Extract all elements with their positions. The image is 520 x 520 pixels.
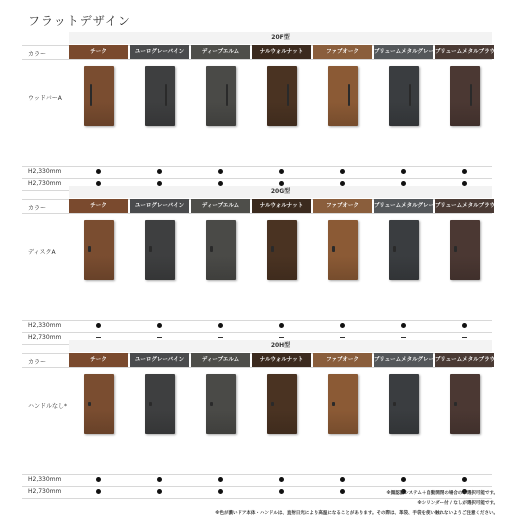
- row-divider: [22, 486, 492, 487]
- height-label: H2,730mm: [28, 334, 62, 341]
- color-label: カラー: [28, 205, 47, 212]
- handle-label: ウッドバーA: [28, 95, 62, 102]
- color-label: カラー: [28, 359, 47, 366]
- door-image: [328, 374, 358, 434]
- row-divider: [22, 367, 492, 368]
- row-divider: [22, 166, 492, 167]
- door-image: [450, 66, 480, 126]
- row-divider: [22, 213, 492, 214]
- door-lock: [393, 402, 396, 406]
- unavailable-dash: [401, 337, 406, 338]
- spec-section: [22, 186, 501, 341]
- door-knob: [271, 246, 274, 252]
- door-image: [206, 220, 236, 280]
- door-image: [84, 374, 114, 434]
- door-knob: [393, 246, 396, 252]
- height-label: H2,730mm: [28, 180, 62, 187]
- door-image: [328, 66, 358, 126]
- available-dot: [218, 477, 223, 482]
- door-lock: [271, 402, 274, 406]
- handle-label: ハンドルなし*: [28, 403, 68, 410]
- row-divider: [22, 178, 492, 179]
- door-image: [145, 220, 175, 280]
- available-dot: [340, 477, 345, 482]
- available-dot: [157, 489, 162, 494]
- row-divider: [22, 59, 492, 60]
- door-knob: [210, 246, 213, 252]
- unavailable-dash: [279, 337, 284, 338]
- color-swatch: ディープエルム: [191, 353, 250, 367]
- color-swatch: ブリュームメタルグレー: [374, 45, 433, 59]
- color-swatch: ブリュームメタルブラウン: [435, 353, 494, 367]
- unavailable-dash: [462, 337, 467, 338]
- color-swatch: ブリュームメタルグレー: [374, 353, 433, 367]
- unavailable-dash: [340, 337, 345, 338]
- available-dot: [401, 323, 406, 328]
- color-swatch: ナルウォルナット: [252, 353, 311, 367]
- door-lock: [149, 402, 152, 406]
- door-handle-bar: [287, 84, 289, 106]
- color-swatch: ユーログレーパイン: [130, 353, 189, 367]
- door-image: [84, 66, 114, 126]
- available-dot: [279, 489, 284, 494]
- handle-label: ディスクA: [28, 249, 56, 256]
- door-handle-bar: [348, 84, 350, 106]
- door-image: [267, 220, 297, 280]
- page-title: フラットデザイン: [28, 14, 131, 28]
- spec-section: [22, 32, 501, 187]
- color-swatch: ナルウォルナット: [252, 199, 311, 213]
- height-label: H2,330mm: [28, 168, 62, 175]
- door-lock: [454, 402, 457, 406]
- door-image: [206, 66, 236, 126]
- color-swatch: ユーログレーパイン: [130, 45, 189, 59]
- model-header: 20H型: [69, 340, 492, 352]
- unavailable-dash: [96, 337, 101, 338]
- door-handle-bar: [165, 84, 167, 106]
- available-dot: [401, 477, 406, 482]
- door-image: [206, 374, 236, 434]
- color-swatch: チーク: [69, 45, 128, 59]
- footnote-text: ※顔認証システム＋自動開閉の場合のみ選択可能です。: [386, 491, 498, 496]
- available-dot: [462, 477, 467, 482]
- available-dot: [279, 323, 284, 328]
- color-swatch: ユーログレーパイン: [130, 199, 189, 213]
- door-knob: [454, 246, 457, 252]
- unavailable-dash: [218, 337, 223, 338]
- door-lock: [88, 402, 91, 406]
- available-dot: [157, 169, 162, 174]
- door-lock: [210, 402, 213, 406]
- door-knob: [332, 246, 335, 252]
- available-dot: [462, 169, 467, 174]
- color-swatch: ファブオーク: [313, 353, 372, 367]
- height-label: H2,330mm: [28, 476, 62, 483]
- available-dot: [96, 477, 101, 482]
- door-image: [145, 66, 175, 126]
- available-dot: [462, 323, 467, 328]
- color-swatch: ディープエルム: [191, 199, 250, 213]
- available-dot: [279, 477, 284, 482]
- available-dot: [340, 323, 345, 328]
- door-image: [389, 374, 419, 434]
- color-swatch: ブリュームメタルブラウン: [435, 45, 494, 59]
- door-handle-bar: [90, 84, 92, 106]
- color-swatch: ブリュームメタルグレー: [374, 199, 433, 213]
- color-swatch: ディープエルム: [191, 45, 250, 59]
- door-knob: [88, 246, 91, 252]
- door-handle-bar: [470, 84, 472, 106]
- door-lock: [332, 402, 335, 406]
- door-image: [267, 374, 297, 434]
- door-handle-bar: [226, 84, 228, 106]
- model-header: 20G型: [69, 186, 492, 198]
- row-divider: [22, 332, 492, 333]
- door-image: [145, 374, 175, 434]
- row-divider: [22, 320, 492, 321]
- door-handle-bar: [409, 84, 411, 106]
- color-swatch: ナルウォルナット: [252, 45, 311, 59]
- door-image: [389, 66, 419, 126]
- available-dot: [157, 323, 162, 328]
- unavailable-dash: [157, 337, 162, 338]
- row-divider: [22, 474, 492, 475]
- available-dot: [96, 323, 101, 328]
- footnote-text: ※シリンダー付 / なしが選択可能です。: [417, 501, 498, 506]
- available-dot: [279, 169, 284, 174]
- color-swatch: チーク: [69, 353, 128, 367]
- available-dot: [218, 169, 223, 174]
- door-image: [450, 374, 480, 434]
- color-swatch: ファブオーク: [313, 45, 372, 59]
- door-image: [84, 220, 114, 280]
- footnote-text: ※色が濃いドア本体・ハンドルは、直射日光により高温になることがあります。その際は、革袋、手袋を使い触れないようご注意ください。: [215, 511, 498, 516]
- available-dot: [96, 169, 101, 174]
- color-swatch: チーク: [69, 199, 128, 213]
- height-label: H2,330mm: [28, 322, 62, 329]
- available-dot: [340, 489, 345, 494]
- model-header: 20F型: [69, 32, 492, 44]
- available-dot: [401, 169, 406, 174]
- door-image: [389, 220, 419, 280]
- door-image: [328, 220, 358, 280]
- door-image: [450, 220, 480, 280]
- available-dot: [218, 489, 223, 494]
- available-dot: [157, 477, 162, 482]
- door-image: [267, 66, 297, 126]
- color-label: カラー: [28, 51, 47, 58]
- available-dot: [218, 323, 223, 328]
- door-knob: [149, 246, 152, 252]
- row-divider: [22, 498, 492, 499]
- available-dot: [340, 169, 345, 174]
- height-label: H2,730mm: [28, 488, 62, 495]
- color-swatch: ファブオーク: [313, 199, 372, 213]
- available-dot: [96, 489, 101, 494]
- color-swatch: ブリュームメタルブラウン: [435, 199, 494, 213]
